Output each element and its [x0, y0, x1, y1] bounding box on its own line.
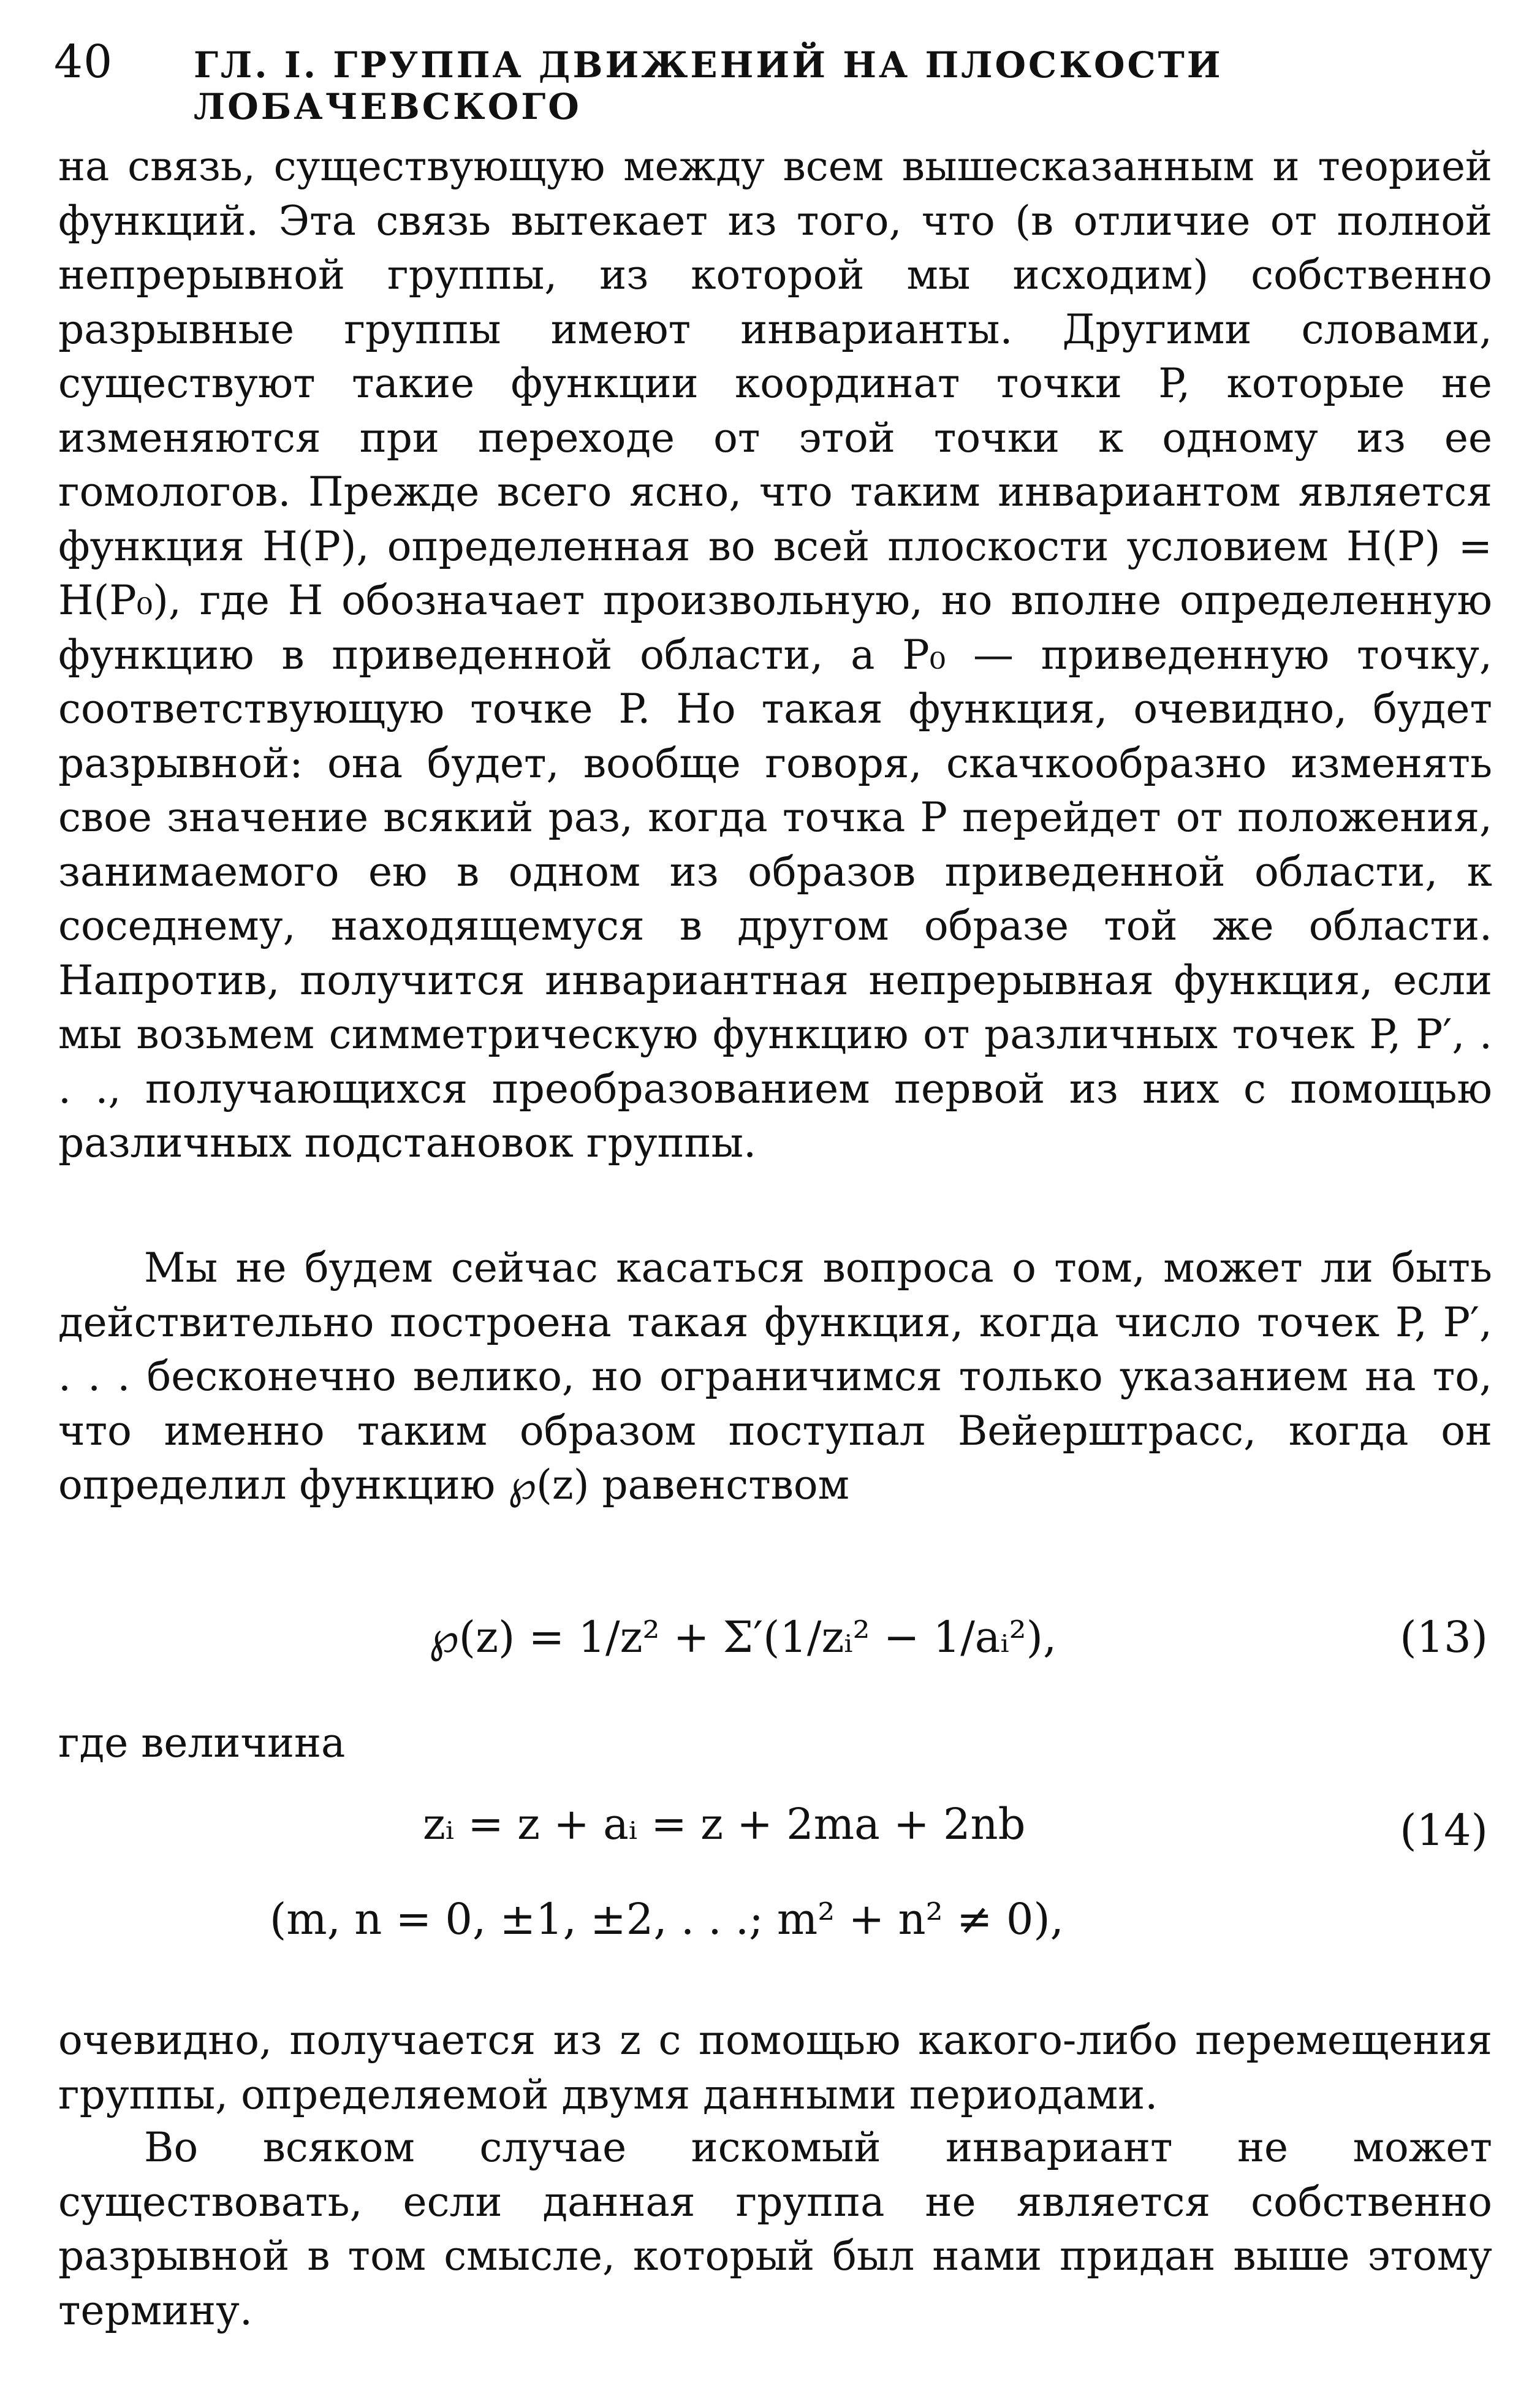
where-text: где величина [58, 1719, 346, 1767]
equation-14 [0, 1799, 1540, 1873]
running-title: ГЛ. I. ГРУППА ДВИЖЕНИЙ НА ПЛОСКОСТИ ЛОБАЧЕВСКОГО [194, 44, 1223, 127]
paragraph-4: Во всяком случае искомый инвариант не может существовать, если данная группа не является собственно разрывной в том смысле, который был нами придан выше этому термину. [58, 2124, 1492, 2334]
equation-13 [0, 1606, 1540, 1679]
paragraph-2: Мы не будем сейчас касаться вопроса о том, может ли быть действительно построена такая функция, когда число точек P, P′, . . . бесконечно велико, но ограничимся только указанием на то, что именно таким образом поступал Вейерштрасс, когда он определил функцию ℘(z) равенством [58, 1244, 1492, 1508]
formula-13: ℘(z) = 1/z² + Σ′(1/zᵢ² − 1/aᵢ²), [429, 1612, 1057, 1662]
equation-number-14: (14) [1400, 1805, 1488, 1855]
page-number: 40 [54, 36, 113, 88]
equation-number-13: (13) [1400, 1612, 1488, 1662]
formula-14-condition: (m, n = 0, ±1, ±2, . . .; m² + n² ≠ 0), [270, 1894, 1064, 1944]
equation-14-condition [0, 1894, 1540, 1968]
paragraph-1: на связь, существующую между всем вышесказанным и теорией функций. Эта связь вытекает из того, что (в отличие от полной непрерывной группы, из которой мы исходим) собственно разрывные группы имеют инварианты. Другими словами, существуют такие функции координат точки P, которые не изменяются при переходе от этой точки к одному из ее гомологов. Прежде всего ясно, что таким инвариантом является функция H(P), определенная во всей плоскости условием H(P) = H(P₀), где H обозначает произвольную, но вполне определенную функцию в приведенной области, а P₀ — приведенную точку, соответствующую точке P. Но такая функция, очевидно, будет разрывной: она будет, вообще говоря, скачкообразно изменять свое значение всякий раз, когда точка P перейдет от положения, занимаемого ею в одном из образов приведенной области, к соседнему, находящемуся в другом образе той же области. Напротив, получится инвариантная непрерывная функция, если мы возьмем симметрическую функцию от различных точек P, P′, . . ., получающихся преобразованием первой из них с помощью различных подстановок группы. [58, 143, 1492, 1166]
paragraph-3: очевидно, получается из z с помощью какого-либо перемещения группы, определяемой двумя данными периодами. [58, 2017, 1492, 2118]
formula-14: zᵢ = z + aᵢ = z + 2ma + 2nb [423, 1799, 1026, 1849]
